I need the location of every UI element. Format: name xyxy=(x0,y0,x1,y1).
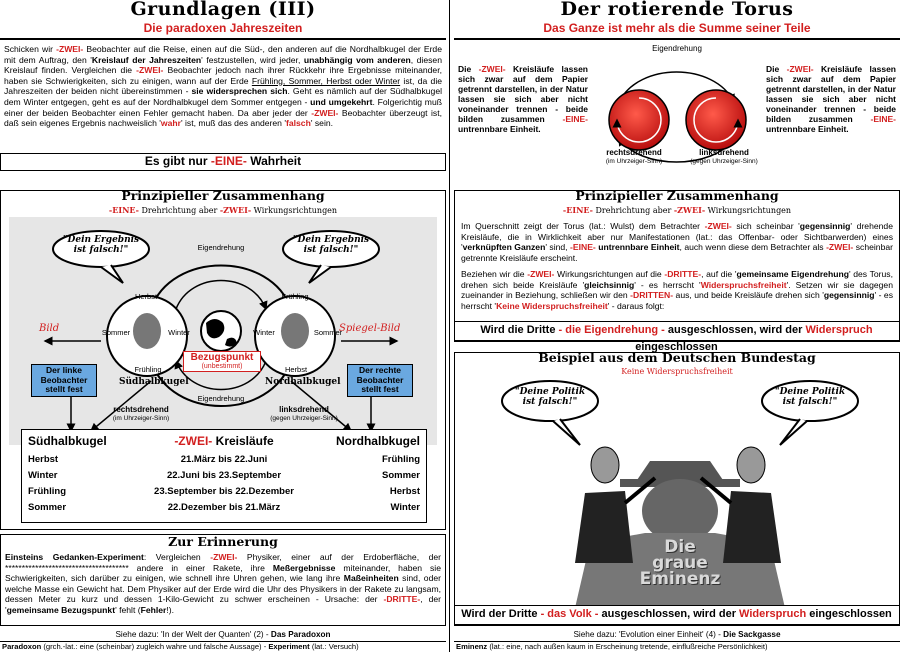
text-run: : Vergleichen xyxy=(143,552,211,562)
text-run: ' - daraus folgt: xyxy=(607,300,665,311)
text-run: Experiment xyxy=(268,642,310,651)
left-page xyxy=(0,0,446,652)
text-run: Meßergebnisse xyxy=(272,562,336,573)
text-run: Maßeinheiten xyxy=(343,573,399,584)
clockwise-label xyxy=(594,148,674,166)
text-run: Fehler xyxy=(140,604,167,615)
torus-side-text-right xyxy=(766,64,896,134)
counterclockwise-note: (gegen Uhrzeiger-Sinn) xyxy=(690,158,758,165)
text-run: gemeinsame Eigendrehung xyxy=(736,269,849,279)
text-run: -ZWEI- xyxy=(478,64,506,74)
text-run: -DRITTE- xyxy=(383,594,421,605)
season-right-left: Winter xyxy=(168,328,190,337)
see-also-title: Das Paradoxon xyxy=(270,630,331,639)
see-also-line xyxy=(0,630,446,639)
text-run: gegensinnig xyxy=(823,290,875,301)
rotation-banner xyxy=(454,321,900,353)
text-run: verknüpften Ganzen xyxy=(462,242,546,253)
text-run: unabhängig vom anderen xyxy=(303,54,411,65)
observer-face-right xyxy=(281,313,309,349)
text-run: -ZWEI- xyxy=(136,65,164,76)
table-cell-north: Frühling xyxy=(382,454,420,465)
text-run: Beobachter auf die Reise, einen auf die Süd-, den anderen auf die Nordhalbkugel der Erde mit dem Auftrag, den ' xyxy=(4,44,442,65)
banner-text: ausgeschlossen, wird der xyxy=(598,608,740,620)
bubble-left-text: "Dein Ergebnis ist falsch!" xyxy=(62,235,140,255)
text-run: und umgekehrt xyxy=(310,96,373,107)
text-run: !). xyxy=(166,604,175,615)
torus-side-text-left xyxy=(458,64,588,134)
reference-point-box xyxy=(183,351,261,372)
reminder-box xyxy=(0,534,446,626)
torus-section-left xyxy=(609,90,669,150)
page-subtitle: Das Ganze ist mehr als die Summe seiner Teile xyxy=(543,21,811,35)
text-run: sind, oder welche Masse ein Gewicht hat. Dem Physiker auf der Erde wird die Uhr des Physikers in der Rakete zu langsam, dessen Meter zu kurz und dessen 1-Kilo-Gewicht zu schwer erscheinen - Ursache: der xyxy=(5,573,441,605)
clockwise-text: rechtsdrehend xyxy=(606,148,662,157)
table-head-highlight: -ZWEI- xyxy=(174,434,213,448)
observer-face-left xyxy=(133,313,161,349)
intro-paragraph xyxy=(4,44,442,129)
text-run: ' festzustellen, wird jeder, xyxy=(201,54,304,65)
text-run: Widerspruchsfreiheit xyxy=(700,279,787,290)
table-head-south: Südhalbkugel xyxy=(28,434,107,448)
text-run: ' - es herrscht ' xyxy=(461,290,894,311)
season-left-left: Sommer xyxy=(101,328,131,337)
text-run: . Folgerichtig muß einer der beiden Beobachter einen Fehler gemacht haben. Da aber jeder der xyxy=(4,96,442,118)
text-run: Physiker, einer auf der Erdoberfläche, der ************************************* andere in einer Rakete, ihre xyxy=(5,552,442,573)
table-cell-period: 23.September bis 22.Dezember xyxy=(154,486,294,497)
text-run: wahr xyxy=(160,118,181,129)
north-hemisphere-label: Nordhalbkugel xyxy=(265,377,341,387)
text-run: gegensinnig xyxy=(799,221,851,231)
principle-box xyxy=(454,188,900,353)
banner-text: Wahrheit xyxy=(246,154,302,168)
text-run: Paradoxon xyxy=(2,642,42,651)
south-hemisphere-label: Südhalbkugel xyxy=(119,377,189,387)
text-run: Beobachter jedoch nach ihrer Rückkehr ihre Ergebnisse miteinander, haben sie Schwierigkeiten, sich zu einigen, wann auf der Erde xyxy=(4,65,442,86)
text-run: aus, und beide Kreisläufe drehen sich ' xyxy=(673,290,824,301)
see-also-text: Siehe dazu: 'In der Welt der Quanten' (2) - xyxy=(115,630,271,639)
see-also-text: Siehe dazu: 'Evolution einer Einheit' (4) - xyxy=(573,630,724,639)
text-run: Beziehen wir die xyxy=(461,269,528,279)
text-run: untrennbare Einheit. xyxy=(458,124,541,134)
sub-text: Wirkungsrichtungen xyxy=(705,206,792,215)
clockwise-note: (im Uhrzeiger-Sinn) xyxy=(605,158,663,165)
text-run: ' sind, xyxy=(545,242,571,253)
text-run: ' des Torus, drehen sich beide Kreisläufe ' xyxy=(461,269,893,290)
text-run: -EINE- xyxy=(570,242,596,253)
text-run: miteinander, haben sie Schwierigkeiten, sich darüber zu einigen, wie schnell ihre Uhren gehen, wie lang ihre xyxy=(5,562,441,584)
text-run: Wirkungsrichtungen auf die xyxy=(554,269,665,279)
season-bottom-right: Herbst xyxy=(284,365,308,374)
text-run: -EINE- xyxy=(562,114,588,124)
text-run: -ZWEI- xyxy=(527,269,555,279)
sub-highlight: -EINE- xyxy=(108,205,139,215)
text-run: ' sein. xyxy=(310,118,334,129)
bubble-right-text: "Dein Ergebnis ist falsch!" xyxy=(292,235,370,255)
grey-eminence-word: Die xyxy=(664,537,696,557)
page-title: Grundlagen (III) xyxy=(130,0,316,20)
page-gutter xyxy=(449,0,450,652)
bubble-right-text: "Deine Politik ist falsch!" xyxy=(774,387,846,407)
sub-text: Wirkungsrichtungen xyxy=(251,206,338,215)
banner-text: Es gibt nur xyxy=(144,154,211,168)
torus-section-right xyxy=(686,90,746,150)
text-run: -ZWEI- xyxy=(704,221,732,231)
season-top-right: Frühling xyxy=(281,292,309,301)
season-top-left: Herbst xyxy=(134,292,158,301)
text-run: Beobachter überzeugt ist, daß sein eigenes Ergebnis nachweislich ' xyxy=(4,107,442,129)
right-observer-box: Der rechte Beobachter stellt fest xyxy=(347,364,413,397)
text-run: falsch xyxy=(286,118,311,129)
table-cell-period: 22.Dezember bis 21.März xyxy=(167,502,281,513)
torus-paragraph-1 xyxy=(461,221,893,263)
text-run: , diesen Kreislauf finden. Vergleichen die xyxy=(4,54,442,76)
text-run: Einsteins Gedanken-Experiment xyxy=(5,552,144,562)
text-run: Die xyxy=(766,64,787,74)
clockwise-label xyxy=(101,405,181,423)
left-observer-box: Der linke Beobachter stellt fest xyxy=(31,364,97,397)
box-heading: Zur Erinnerung xyxy=(168,534,278,549)
text-run: , auf die ' xyxy=(701,269,737,279)
text-run: gleichsinnig xyxy=(584,279,635,290)
truth-banner xyxy=(0,153,446,171)
see-also-title: Die Sackgasse xyxy=(723,630,781,639)
page-title: Der rotierende Torus xyxy=(560,0,794,20)
text-run: ' ist, muß das des anderen ' xyxy=(180,118,286,129)
banner-text: eingeschlossen xyxy=(806,608,892,620)
table-cell-south: Sommer xyxy=(28,502,67,513)
table-cell-north: Winter xyxy=(390,502,420,513)
sub-text: Drehrichtung aber xyxy=(138,206,220,215)
text-run: -ZWEI- xyxy=(826,242,854,253)
divider xyxy=(0,38,446,40)
text-run: Im Querschnitt zeigt der Torus (lat.: Wulst) dem Betrachter xyxy=(461,221,705,231)
bubble-left-text: "Deine Politik ist falsch!" xyxy=(514,387,586,407)
banner-highlight: Widerspruch xyxy=(739,608,807,620)
mirror-image-label: Spiegel-Bild xyxy=(339,323,401,334)
seasons-table xyxy=(21,429,427,523)
box-heading: Prinzipieller Zusammenhang xyxy=(575,188,779,203)
text-run: scheinbar getrennte Kreisläufe erscheint. xyxy=(461,242,893,263)
counterclockwise-text: linksdrehend xyxy=(699,148,749,157)
rotation-label: Eigendrehung xyxy=(652,44,702,53)
grey-eminence-label xyxy=(625,539,735,587)
grey-eminence-word: Eminenz xyxy=(639,569,721,589)
banner-highlight: -EINE- xyxy=(210,154,247,168)
principle-box xyxy=(0,190,446,530)
text-run: Eminenz xyxy=(456,642,488,651)
sub-highlight: -ZWEI- xyxy=(219,205,252,215)
text-run: , auch wenn diese dem Betrachter als xyxy=(679,242,827,253)
banner-text: Wird die Dritte xyxy=(480,324,559,336)
definition-line xyxy=(2,642,448,651)
text-run: (lat.: eine, nach außen kaum in Erscheinung tretende, einflußreiche Persönlichkeit) xyxy=(487,642,768,651)
right-page xyxy=(454,0,900,652)
text-run: ' drehende Kreisläufe, die in Wirklichkeit aber nur Manifestationen (lat.: das Offenbar- oder Sichtbarwerden) eines ' xyxy=(461,221,893,253)
banner-highlight: Widerspruch xyxy=(805,324,873,336)
sub-text: Drehrichtung aber xyxy=(592,206,674,215)
text-run: -EINE- xyxy=(870,114,896,124)
page-subtitle: Die paradoxen Jahreszeiten xyxy=(143,21,303,35)
banner-text: Wird der Dritte xyxy=(461,608,541,620)
box-subheading: Keine Widerspruchsfreiheit xyxy=(621,367,733,376)
rotation-label-bottom: Eigendrehung xyxy=(197,394,245,403)
counterclockwise-text: linksdrehend xyxy=(279,405,329,414)
grey-eminence-word: graue xyxy=(652,553,708,573)
table-cell-period: 21.März bis 22.Juni xyxy=(180,454,268,465)
text-run: -ZWEI- xyxy=(786,64,814,74)
text-run: sich scheinbar ' xyxy=(731,221,800,231)
table-cell-period: 22.Juni bis 23.September xyxy=(166,470,282,481)
table-head-text: Kreisläufe xyxy=(212,434,274,448)
text-run: gemeinsame Bezugspunkt xyxy=(6,604,116,615)
box-heading: Beispiel aus dem Deutschen Bundestag xyxy=(538,350,816,365)
text-run: untrennbare Einheit xyxy=(598,242,680,253)
text-run: -ZWEI- xyxy=(311,107,339,118)
counterclockwise-label xyxy=(259,405,349,423)
box-subheading xyxy=(455,205,899,215)
text-run: sie widersprechen sich xyxy=(191,86,288,97)
people-banner xyxy=(454,605,900,625)
season-bottom-left: Frühling xyxy=(134,365,162,374)
text-run: Keine Widerspruchsfreiheit xyxy=(496,300,608,311)
clockwise-note: (im Uhrzeiger-Sinn) xyxy=(112,415,170,422)
text-run: Frühling, Sommer, Herbst oder Winter xyxy=(251,75,401,86)
text-run: untrennbare Einheit. xyxy=(766,124,849,134)
table-cell-north: Sommer xyxy=(381,470,420,481)
table-cell-south: Herbst xyxy=(28,454,59,465)
rotation-label-top: Eigendrehung xyxy=(197,243,245,252)
text-run: Kreisläufe lassen sich zwar auf dem Papier getrennt darstellen, in der Natur lassen sie sich aber nicht voneinander trennen - beide bilden zusammen xyxy=(458,64,588,124)
text-run: Die xyxy=(458,64,479,74)
text-run: Kreislauf der Jahreszeiten xyxy=(91,54,202,65)
sub-highlight: -EINE- xyxy=(562,205,593,215)
table-cell-south: Winter xyxy=(28,470,58,481)
text-run: -ZWEI- xyxy=(56,44,84,54)
text-run: (grch.-lat.: eine (scheinbar) zugleich wahre und falsche Aussage) - xyxy=(41,642,269,651)
season-left-right: Winter xyxy=(253,328,275,337)
table-head-north: Nordhalbkugel xyxy=(335,434,420,448)
text-run: -ZWEI- xyxy=(210,552,238,562)
text-run: . Geht es nämlich auf der Südhalbkugel dem Winter entgegen, geht es auf der Nordhalbkugel dem Sommer entgegen - xyxy=(4,86,443,107)
reference-point-note: (unbestimmt) xyxy=(201,363,243,370)
banner-highlight: - die Eigendrehung - xyxy=(558,324,665,336)
text-run: Schicken wir xyxy=(4,44,57,54)
text-run: '. Setzen wir sie dagegen zueinander in Beziehung, schließen wir den xyxy=(461,279,893,301)
reminder-paragraph xyxy=(5,552,441,616)
text-run: ist, da die Jahreszeiten der beiden nicht übereinstimmen - xyxy=(4,75,443,97)
text-run: ' - es herrscht ' xyxy=(634,279,701,290)
table-cell-south: Frühling xyxy=(28,486,66,497)
sub-highlight: -ZWEI- xyxy=(673,205,706,215)
season-right-right: Sommer xyxy=(313,328,343,337)
text-run: ' fehlt ( xyxy=(115,604,141,615)
text-run: (lat.: Versuch) xyxy=(309,642,359,651)
reference-point-label: Bezugspunkt xyxy=(190,352,254,363)
table-cell-north: Herbst xyxy=(389,486,420,497)
text-run: Kreisläufe lassen sich zwar auf dem Papier getrennt darstellen, in der Natur lassen sie sich aber nicht voneinander trennen - beide bilden zusammen xyxy=(766,64,896,124)
bundestag-box xyxy=(454,352,900,626)
image-label: Bild xyxy=(39,323,60,334)
banner-highlight: - das Volk - xyxy=(540,608,599,620)
definition-line xyxy=(456,642,900,651)
text-run: -DRITTEN- xyxy=(630,290,674,301)
counterclockwise-note: (gegen Uhrzeiger-Sinn) xyxy=(270,415,338,422)
counterclockwise-label xyxy=(674,148,774,166)
banner-text: ausgeschlossen, wird der xyxy=(664,324,806,336)
banner-text: eingeschlossen xyxy=(635,341,718,353)
see-also-line xyxy=(454,630,900,639)
box-heading: Prinzipieller Zusammenhang xyxy=(121,188,325,203)
clockwise-text: rechtsdrehend xyxy=(113,405,169,414)
torus-paragraph-2 xyxy=(461,269,893,311)
text-run: , der ' xyxy=(5,594,441,615)
text-run: -DRITTE- xyxy=(664,269,702,279)
